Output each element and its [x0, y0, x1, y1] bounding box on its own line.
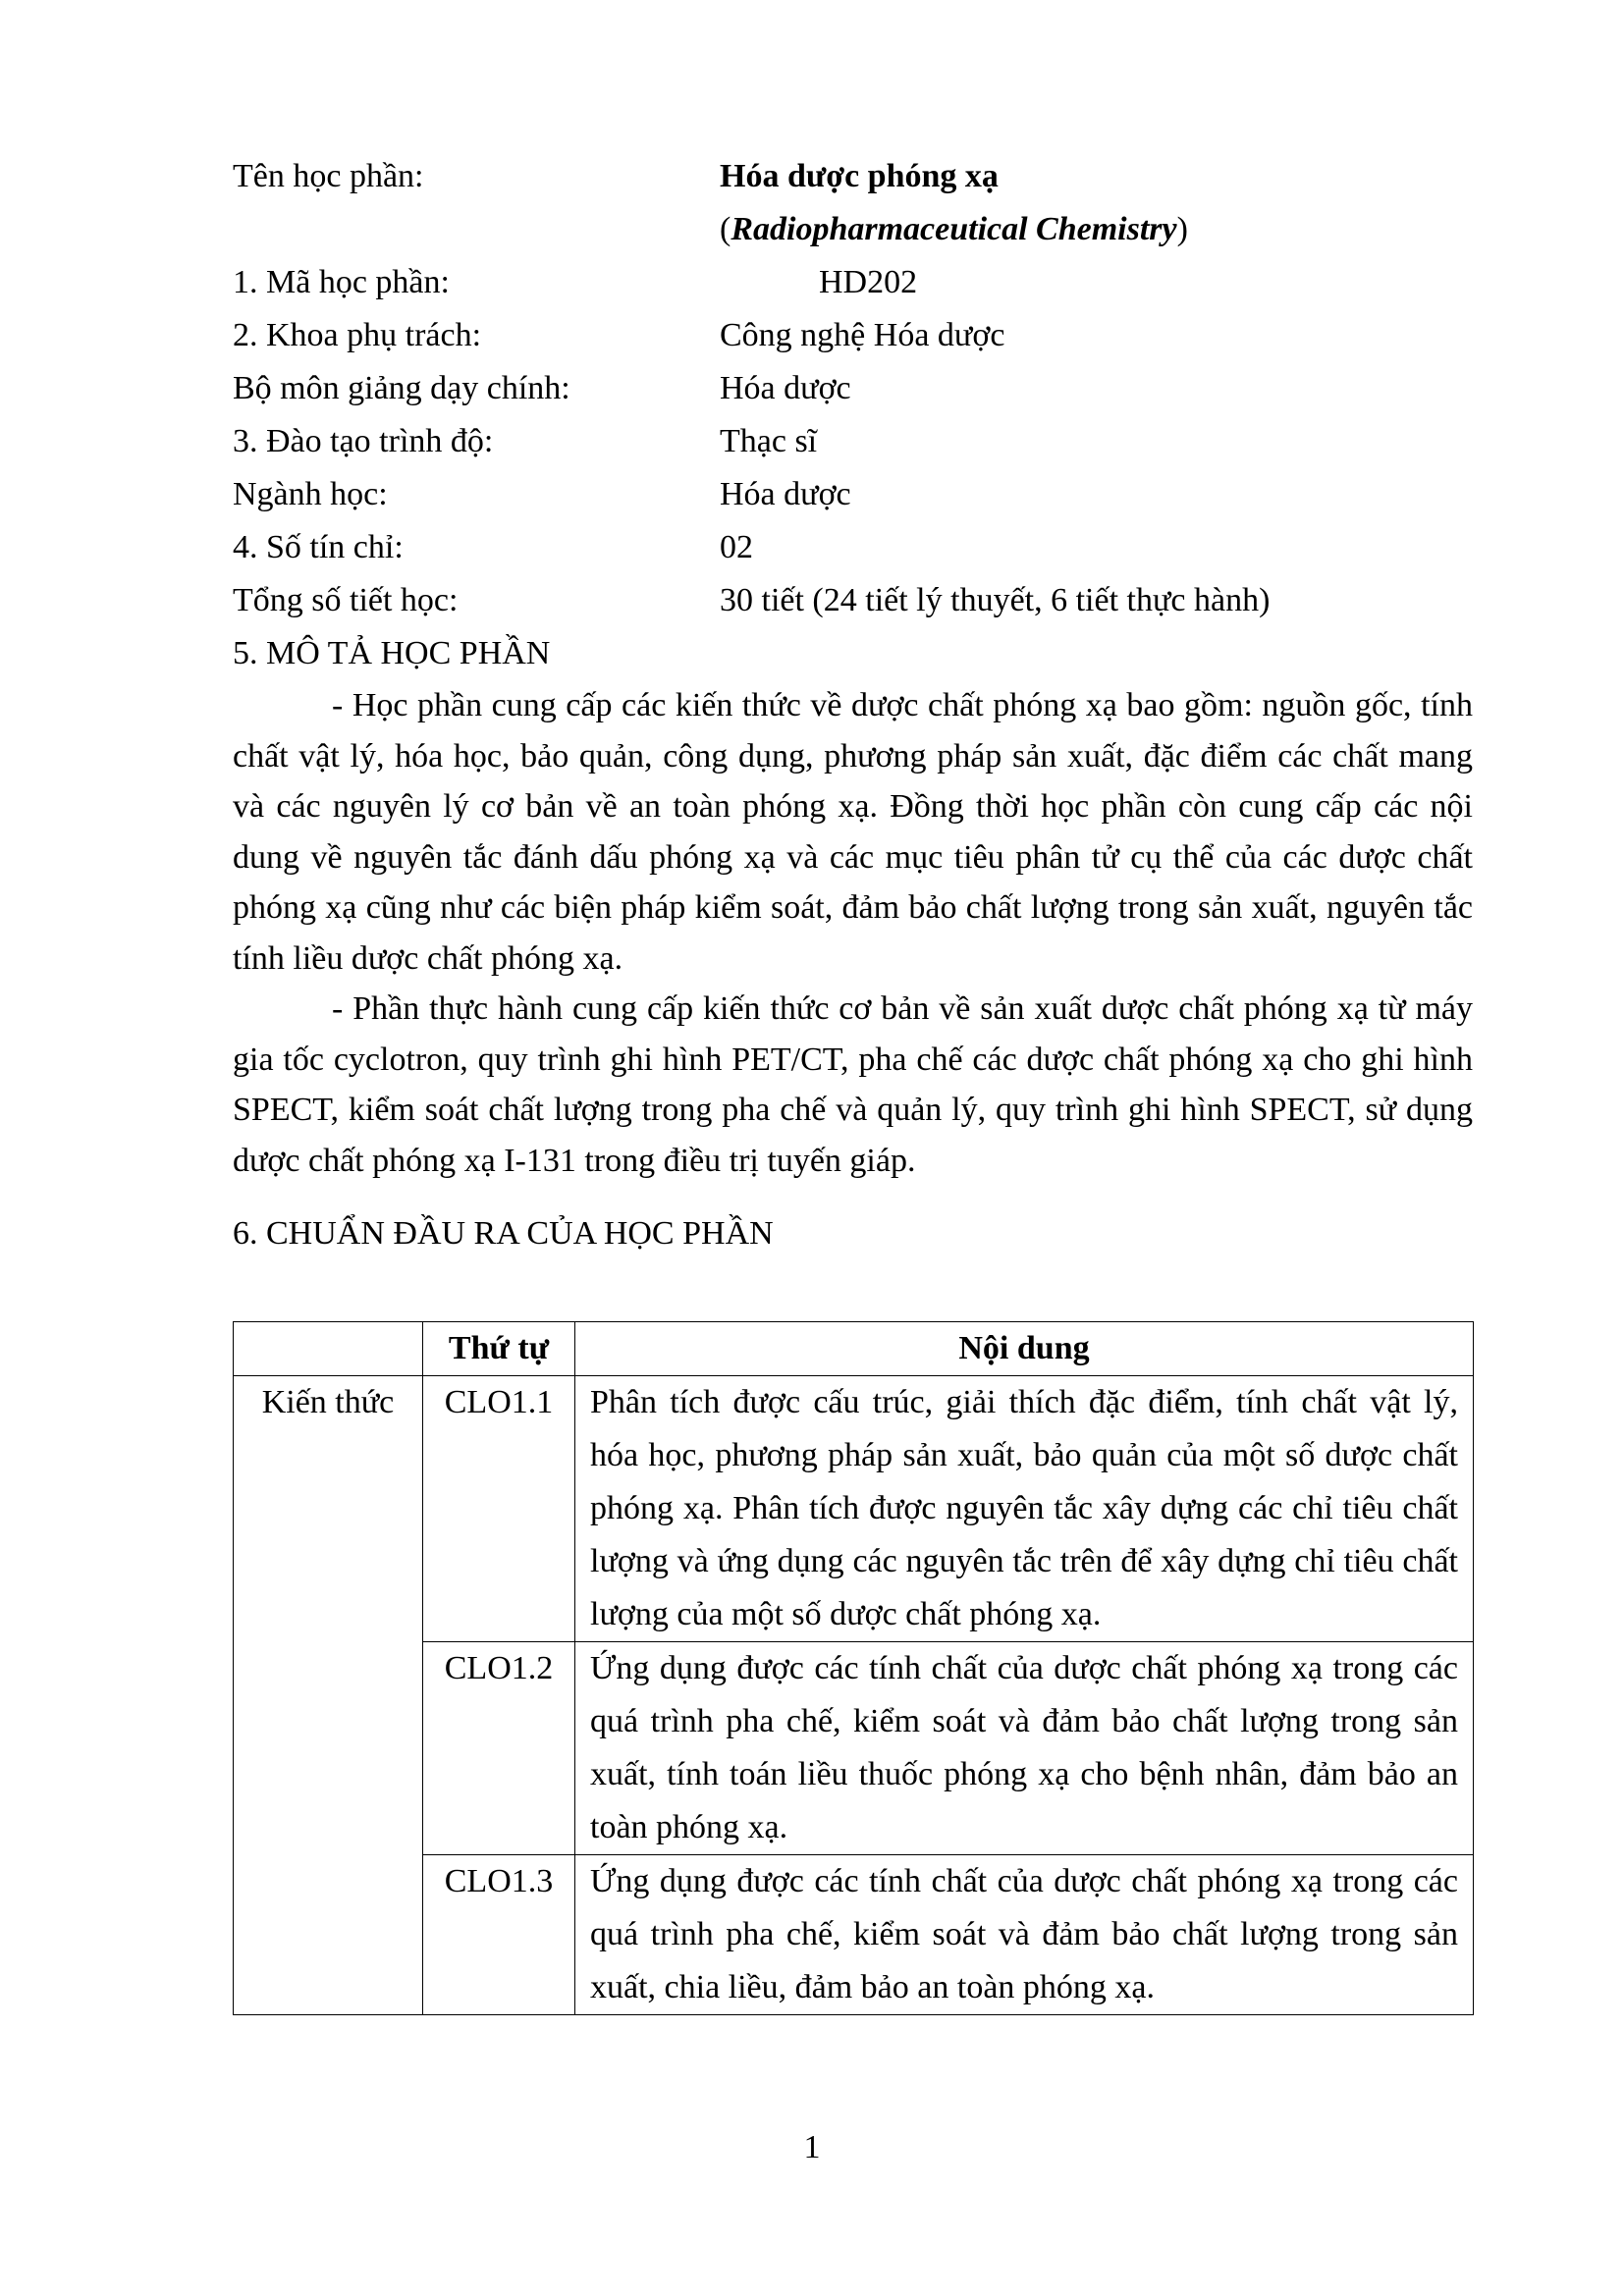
- periods-label: Tổng số tiết học:: [233, 582, 459, 618]
- periods-value: 30 tiết (24 tiết lý thuyết, 6 tiết thực hành): [720, 582, 1271, 618]
- course-code-label: 1. Mã học phần:: [233, 264, 450, 300]
- header-category: [234, 1322, 423, 1376]
- description-paragraph-1: - Học phần cung cấp các kiến thức về dược chất phóng xạ bao gồm: nguồn gốc, tính chất vật lý, hóa học, bảo quản, công dụng, phương pháp sản xuất, đặc điểm các chất mang và các nguyên lý cơ bản về an toàn phóng xạ. Đồng thời học phần còn cung cấp các nội dung về nguyên tắc đánh dấu phóng xạ và các mục tiêu phân tử cụ thể của các dược chất phóng xạ cũng như các biện pháp kiểm soát, đảm bảo chất lượng trong sản xuất, nguyên tắc tính liều dược chất phóng xạ.: [233, 687, 1473, 977]
- faculty-row: [233, 309, 1470, 362]
- clo-content-cell: Ứng dụng được các tính chất của dược chất phóng xạ trong các quá trình pha chế, kiểm soát và đảm bảo chất lượng trong sản xuất, chia liều, đảm bảo an toàn phóng xạ.: [575, 1855, 1474, 2015]
- department-label: Bộ môn giảng dạy chính:: [233, 370, 570, 406]
- course-code-value: HD202: [819, 264, 918, 300]
- major-label: Ngành học:: [233, 476, 388, 512]
- paren-close: ): [1176, 211, 1188, 247]
- level-row: [233, 415, 1470, 468]
- course-code-row: [233, 256, 1470, 309]
- course-name-vi: Hóa dược phóng xạ: [720, 158, 999, 194]
- clo-code-cell: CLO1.2: [423, 1642, 575, 1855]
- outcomes-heading: 6. CHUẨN ĐẦU RA CỦA HỌC PHẦN: [233, 1215, 774, 1252]
- clo-content-cell: Ứng dụng được các tính chất của dược chất phóng xạ trong các quá trình pha chế, kiểm soát và đảm bảo chất lượng trong sản xuất, tính toán liều thuốc phóng xạ cho bệnh nhân, đảm bảo an toàn phóng xạ.: [575, 1642, 1474, 1855]
- description-heading: 5. MÔ TẢ HỌC PHẦN: [233, 635, 551, 671]
- credits-value: 02: [720, 529, 753, 565]
- level-value: Thạc sĩ: [720, 423, 818, 459]
- course-name-label: Tên học phần:: [233, 158, 424, 194]
- credits-label: 4. Số tín chỉ:: [233, 529, 404, 565]
- clo-code-cell: CLO1.3: [423, 1855, 575, 2015]
- major-value: Hóa dược: [720, 476, 851, 512]
- clo-code-cell: CLO1.1: [423, 1376, 575, 1642]
- course-name-en-row: [233, 203, 1470, 256]
- course-name-en: Radiopharmaceutical Chemistry: [731, 211, 1177, 247]
- description-paragraph-2: - Phần thực hành cung cấp kiến thức cơ bản về sản xuất dược chất phóng xạ từ máy gia tốc cyclotron, quy trình ghi hình PET/CT, pha chế các dược chất phóng xạ cho ghi hình SPECT, kiểm soát chất lượng trong pha chế và quản lý, quy trình ghi hình SPECT, sử dụng dược chất phóng xạ I-131 trong điều trị tuyến giáp.: [233, 990, 1473, 1179]
- clo-content-cell: Phân tích được cấu trúc, giải thích đặc điểm, tính chất vật lý, hóa học, phương pháp sản xuất, bảo quản của một số dược chất phóng xạ. Phân tích được nguyên tắc xây dựng các chỉ tiêu chất lượng và ứng dụng các nguyên tắc trên để xây dựng chỉ tiêu chất lượng của một số dược chất phóng xạ.: [575, 1376, 1474, 1642]
- faculty-label: 2. Khoa phụ trách:: [233, 317, 482, 353]
- credits-row: [233, 521, 1470, 574]
- header-content: Nội dung: [575, 1322, 1474, 1376]
- header-order: Thứ tự: [423, 1322, 575, 1376]
- department-row: [233, 362, 1470, 415]
- table-row: [234, 1376, 1474, 1642]
- course-name-en-wrapper: [720, 203, 1188, 256]
- category-cell: Kiến thức: [234, 1376, 423, 2015]
- paren-open: (: [720, 211, 731, 247]
- course-name-row: [233, 150, 1470, 203]
- outcomes-table: [233, 1321, 1474, 2015]
- faculty-value: Công nghệ Hóa dược: [720, 317, 1005, 353]
- level-label: 3. Đào tạo trình độ:: [233, 423, 494, 459]
- table-header-row: [234, 1322, 1474, 1376]
- page-number: 1: [803, 2129, 821, 2165]
- department-value: Hóa dược: [720, 370, 851, 406]
- major-row: [233, 468, 1470, 521]
- periods-row: [233, 574, 1470, 627]
